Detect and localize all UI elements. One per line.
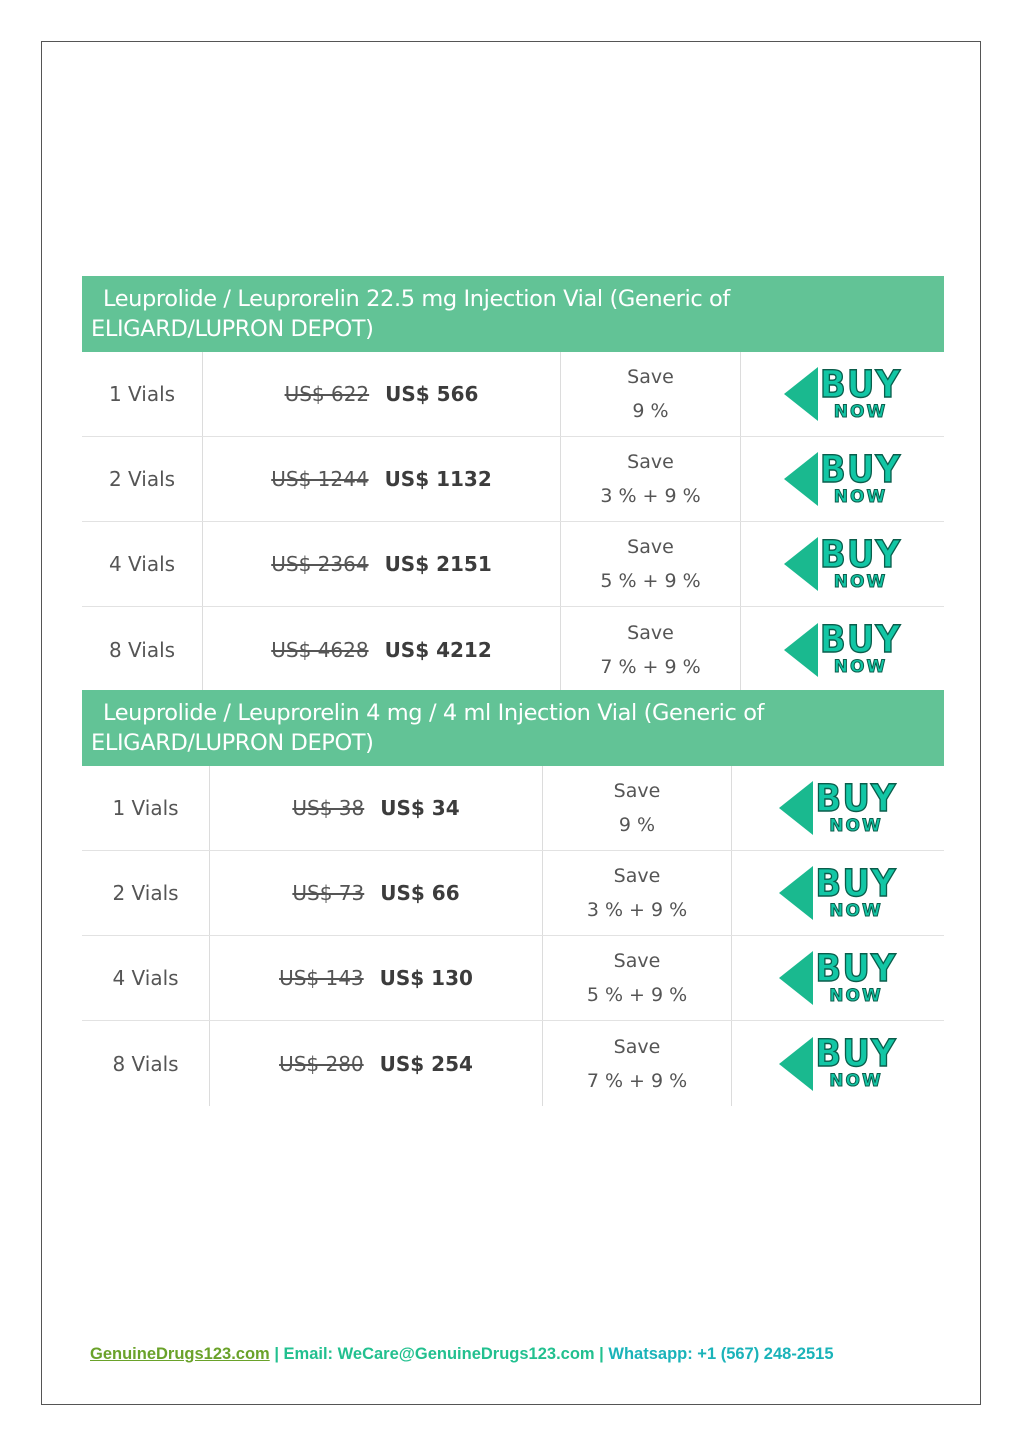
save-label: Save <box>613 1035 661 1058</box>
price-cell <box>203 607 561 692</box>
buy-cell <box>732 851 944 935</box>
quantity-cell: 2 Vials <box>82 437 203 521</box>
save-value: 5 % + 9 % <box>600 570 701 592</box>
buy-label: BUY <box>815 861 897 906</box>
save-value: 9 % <box>618 814 656 836</box>
save-label: Save <box>613 780 661 802</box>
price-cell <box>203 352 561 436</box>
price-row <box>82 437 944 522</box>
buy-cell <box>741 437 944 521</box>
savings-cell <box>543 766 732 850</box>
buy-now-button[interactable] <box>784 618 902 677</box>
price-row <box>82 1021 944 1106</box>
discount-price: US$ 34 <box>380 796 460 820</box>
product-table-22-5mg <box>82 276 944 692</box>
savings-cell <box>561 352 741 436</box>
save-value: 3 % + 9 % <box>600 485 701 507</box>
discount-price: US$ 566 <box>385 382 479 406</box>
buy-cell <box>741 607 944 692</box>
quantity-cell: 1 Vials <box>82 352 203 436</box>
buy-cell <box>732 766 944 850</box>
savings-cell <box>561 437 741 521</box>
discount-price: US$ 1132 <box>384 467 492 491</box>
discount-price: US$ 66 <box>380 881 460 905</box>
buy-cell <box>732 1021 944 1106</box>
save-value: 9 % <box>632 400 669 422</box>
save-label: Save <box>613 950 661 972</box>
now-label: NOW <box>829 985 883 1006</box>
footer-separator: | <box>594 1345 609 1363</box>
now-label: NOW <box>833 657 888 677</box>
price-row <box>82 522 944 607</box>
savings-cell <box>561 522 741 606</box>
price-row <box>82 352 944 437</box>
discount-price: US$ 130 <box>379 966 473 990</box>
quantity-cell: 8 Vials <box>82 607 203 692</box>
buy-cell <box>741 522 944 606</box>
save-value: 5 % + 9 % <box>586 984 688 1006</box>
buy-label: BUY <box>815 1032 897 1076</box>
save-label: Save <box>627 621 674 644</box>
savings-cell <box>543 936 732 1020</box>
product-title-line1: Leuprolide / Leuprorelin 22.5 mg Injection Vial (Generic of <box>103 286 730 312</box>
product-title <box>82 276 944 352</box>
price-cell <box>210 1021 543 1106</box>
product-title <box>82 690 944 766</box>
discount-price: US$ 4212 <box>384 637 492 662</box>
product-title-line2: ELIGARD/LUPRON DEPOT) <box>91 316 374 342</box>
price-row <box>82 851 944 936</box>
quantity-cell: 8 Vials <box>82 1021 210 1106</box>
buy-now-button[interactable] <box>784 362 902 422</box>
now-label: NOW <box>829 900 883 921</box>
price-cell <box>210 766 543 850</box>
discount-price: US$ 254 <box>379 1051 473 1076</box>
savings-cell <box>543 851 732 935</box>
quantity-cell: 4 Vials <box>82 936 210 1020</box>
original-price: US$ 280 <box>279 1051 364 1076</box>
buy-cell <box>732 936 944 1020</box>
save-label: Save <box>613 865 661 887</box>
buy-label: BUY <box>819 532 902 577</box>
left-arrow-icon <box>784 452 818 506</box>
left-arrow-icon <box>779 781 813 835</box>
now-label: NOW <box>833 486 888 507</box>
product-title-line1: Leuprolide / Leuprorelin 4 mg / 4 ml Injection Vial (Generic of <box>103 700 765 726</box>
buy-label: BUY <box>815 776 897 821</box>
price-cell <box>210 936 543 1020</box>
left-arrow-icon <box>784 537 818 591</box>
original-price: US$ 622 <box>284 382 370 406</box>
save-label: Save <box>627 451 674 473</box>
now-label: NOW <box>833 401 888 422</box>
footer-contact <box>90 1345 834 1364</box>
save-label: Save <box>627 366 674 388</box>
price-cell <box>203 437 561 521</box>
buy-now-button[interactable] <box>784 532 902 592</box>
price-cell <box>203 522 561 606</box>
original-price: US$ 2364 <box>271 552 369 576</box>
buy-now-button[interactable] <box>779 776 897 836</box>
buy-label: BUY <box>815 946 897 991</box>
buy-now-button[interactable] <box>779 861 897 921</box>
save-value: 7 % + 9 % <box>600 655 701 678</box>
site-link[interactable]: GenuineDrugs123.com <box>90 1345 270 1363</box>
buy-now-button[interactable] <box>784 447 902 507</box>
price-row <box>82 607 944 692</box>
left-arrow-icon <box>779 1037 813 1091</box>
original-price: US$ 38 <box>292 796 365 820</box>
price-rows <box>82 766 944 1106</box>
original-price: US$ 73 <box>292 881 365 905</box>
buy-label: BUY <box>819 447 902 492</box>
whatsapp-contact[interactable]: Whatsapp: +1 (567) 248-2515 <box>608 1345 834 1363</box>
price-row <box>82 766 944 851</box>
savings-cell <box>561 607 741 692</box>
save-value: 7 % + 9 % <box>586 1069 688 1092</box>
product-table-4mg <box>82 690 944 1106</box>
original-price: US$ 4628 <box>271 637 369 662</box>
save-value: 3 % + 9 % <box>586 899 688 921</box>
email-link[interactable]: Email: WeCare@GenuineDrugs123.com <box>283 1345 595 1363</box>
left-arrow-icon <box>784 623 818 677</box>
price-cell <box>210 851 543 935</box>
now-label: NOW <box>829 815 883 836</box>
now-label: NOW <box>833 571 888 592</box>
left-arrow-icon <box>779 866 813 920</box>
price-rows <box>82 352 944 692</box>
left-arrow-icon <box>784 367 818 421</box>
original-price: US$ 1244 <box>271 467 369 491</box>
footer-separator: | <box>269 1345 284 1363</box>
product-title-line2: ELIGARD/LUPRON DEPOT) <box>91 730 374 756</box>
discount-price: US$ 2151 <box>384 552 492 576</box>
original-price: US$ 143 <box>279 966 364 990</box>
save-label: Save <box>627 536 674 558</box>
quantity-cell: 1 Vials <box>82 766 210 850</box>
buy-now-button[interactable] <box>779 1032 897 1091</box>
buy-label: BUY <box>819 362 902 407</box>
quantity-cell: 4 Vials <box>82 522 203 606</box>
buy-label: BUY <box>819 618 902 662</box>
price-row <box>82 936 944 1021</box>
now-label: NOW <box>829 1071 883 1091</box>
quantity-cell: 2 Vials <box>82 851 210 935</box>
buy-now-button[interactable] <box>779 946 897 1006</box>
left-arrow-icon <box>779 951 813 1005</box>
savings-cell <box>543 1021 732 1106</box>
buy-cell <box>741 352 944 436</box>
